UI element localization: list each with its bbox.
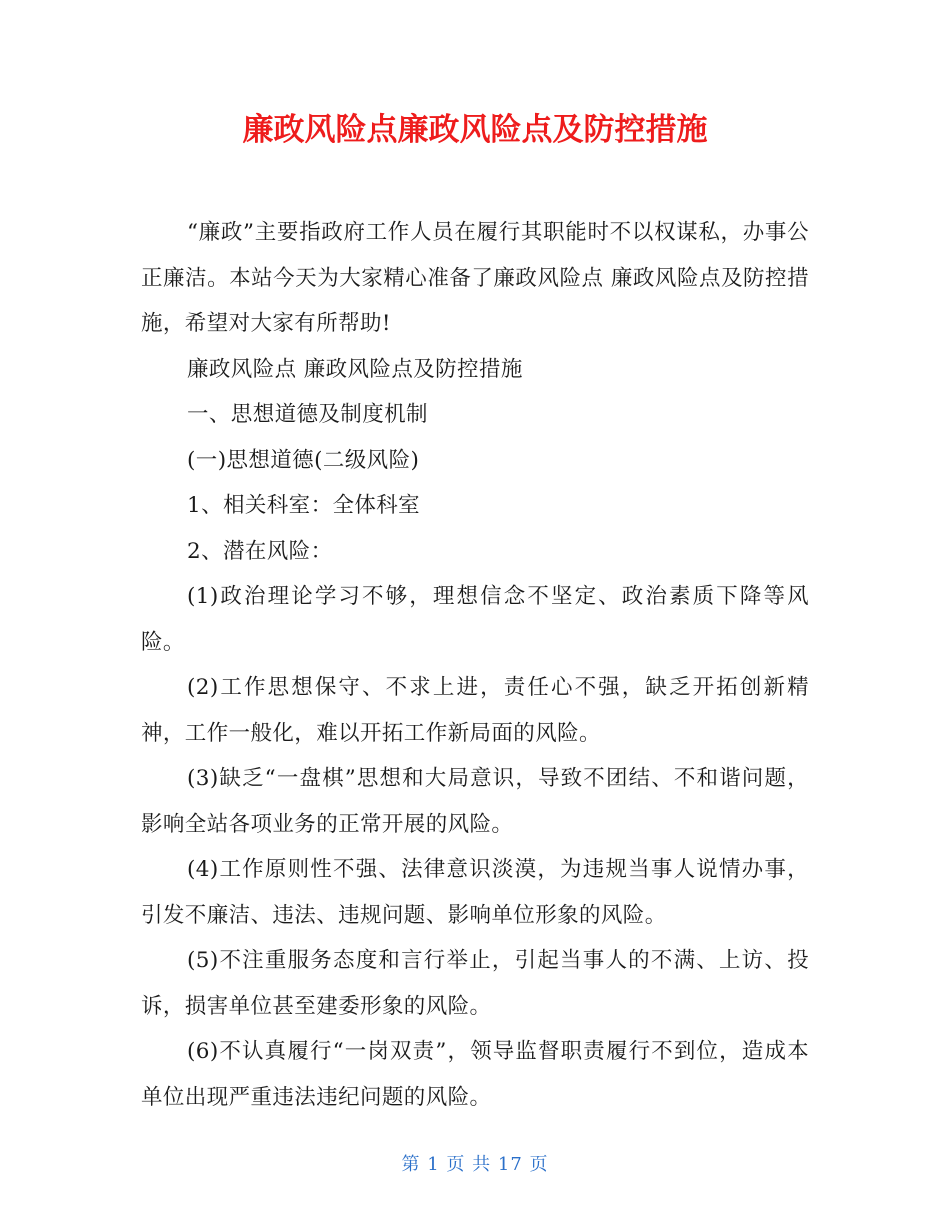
intro-paragraph: “廉政”主要指政府工作人员在履行其职能时不以权谋私，办事公正廉洁。本站今天为大家精心准备了廉政风险点 廉政风险点及防控措施，希望对大家有所帮助! — [141, 220, 809, 336]
section-heading: 一、思想道德及制度机制 — [187, 402, 428, 427]
subtitle-line: 廉政风险点 廉政风险点及防控措施 — [187, 356, 523, 382]
related-departments: 1、相关科室：全体科室 — [187, 493, 421, 518]
current-page-number: 1 — [427, 1154, 440, 1175]
footer-suffix: 页 — [529, 1154, 549, 1175]
risk-item: (4)工作原则性不强、法律意识淡漠，为违规当事人说情办事，引发不廉洁、违法、违规问题、影响单位形象的风险。 — [141, 857, 809, 928]
risk-item: (6)不认真履行“一岗双责”，领导监督职责履行不到位，造成本单位出现严重违法违纪问题的风险。 — [141, 1039, 809, 1110]
risk-item: (5)不注重服务态度和言行举止，引起当事人的不满、上访、投诉，损害单位甚至建委形象的风险。 — [141, 948, 809, 1019]
total-pages: 17 — [497, 1154, 523, 1175]
document-title: 廉政风险点廉政风险点及防控措施 — [242, 112, 708, 148]
risk-item: (1)政治理论学习不够，理想信念不坚定、政治素质下降等风险。 — [141, 584, 809, 655]
document-body — [141, 210, 809, 1120]
risk-item: (3)缺乏“一盘棋”思想和大局意识，导致不团结、不和谐问题，影响全站各项业务的正常开展的风险。 — [141, 766, 809, 837]
subsection-heading: (一)思想道德(二级风险) — [187, 447, 420, 473]
footer-prefix: 第 — [401, 1154, 421, 1175]
page-footer — [0, 1150, 950, 1176]
footer-middle: 页 共 — [446, 1154, 492, 1175]
potential-risks-heading: 2、潜在风险： — [187, 538, 333, 564]
risk-item: (2)工作思想保守、不求上进，责任心不强，缺乏开拓创新精神，工作一般化，难以开拓工作新局面的风险。 — [141, 675, 809, 746]
